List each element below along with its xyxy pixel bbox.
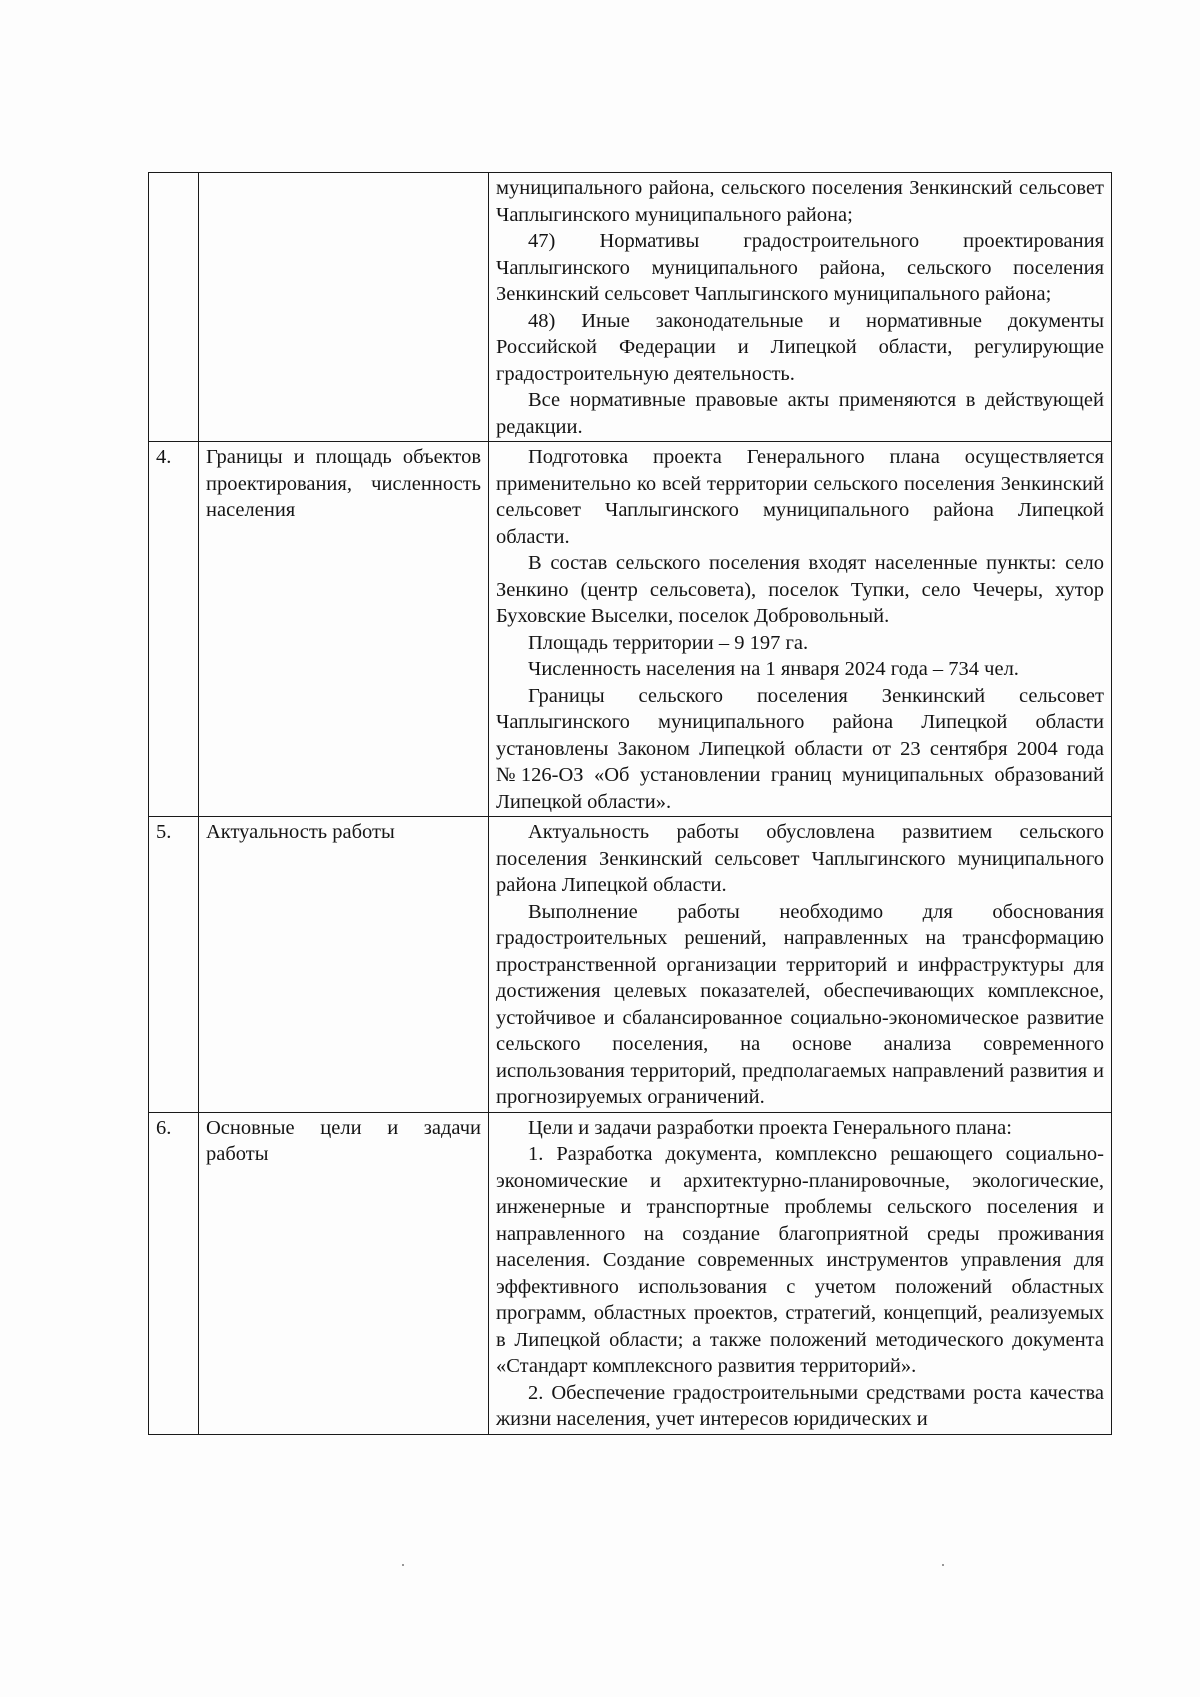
- content-paragraph: 47) Нормативы градостроительного проектирования Чаплыгинского муниципального района, сельского поселения Зенкинский сельсовет Чаплыгинского муниципального района;: [496, 230, 1104, 305]
- table-row: [149, 173, 1112, 442]
- row-number: 5.: [156, 821, 172, 843]
- row-content-cell: [489, 1112, 1112, 1434]
- content-paragraph: Подготовка проекта Генерального плана осуществляется применительно ко всей территории сельского поселения Зенкинский сельсовет Чаплыгинского муниципального района Липецкой области.: [496, 446, 1104, 548]
- row-title-cell: [199, 173, 489, 442]
- row-number-cell: [149, 817, 199, 1113]
- content-paragraph: 2. Обеспечение градостроительными средствами роста качества жизни населения, учет интересов юридических и: [496, 1381, 1104, 1430]
- row-content-cell: [489, 817, 1112, 1113]
- content-paragraph: Цели и задачи разработки проекта Генерального плана:: [528, 1116, 1012, 1139]
- row-content-cell: [489, 173, 1112, 442]
- content-paragraph: Все нормативные правовые акты применяются в действующей редакции.: [496, 389, 1104, 438]
- table-row: [149, 817, 1112, 1113]
- content-paragraph: муниципального района, сельского поселения Зенкинский сельсовет Чаплыгинского муниципального района;: [496, 177, 1104, 226]
- content-paragraph: 48) Иные законодательные и нормативные документы Российской Федерации и Липецкой области, регулирующие градостроительную деятельность.: [496, 309, 1104, 385]
- row-title-cell: [199, 442, 489, 817]
- row-title-cell: [199, 1112, 489, 1434]
- row-number: 4.: [156, 446, 172, 468]
- table-row: [149, 1112, 1112, 1434]
- row-content-cell: [489, 442, 1112, 817]
- content-paragraph: Численность населения на 1 января 2024 года – 734 чел.: [528, 658, 1019, 680]
- row-title-cell: [199, 817, 489, 1113]
- row-title: Основные цели и задачи работы: [206, 1116, 481, 1165]
- row-title: Актуальность работы: [206, 821, 395, 843]
- content-paragraph: В состав сельского поселения входят населенные пункты: село Зенкино (центр сельсовета), поселок Тупки, село Чечеры, хутор Буховские Выселки, поселок Добровольный.: [496, 552, 1104, 627]
- content-paragraph: Площадь территории – 9 197 га.: [528, 631, 809, 654]
- table-row: [149, 442, 1112, 817]
- row-number-cell: [149, 1112, 199, 1434]
- content-paragraph: 1. Разработка документа, комплексно решающего социально-экономические и архитектурно-планировочные, экологические, инженерные и транспортные проблемы сельского поселения и направленного на создание благоприятной среды проживания населения. Создание современных инструментов управления для эффективного использования с учетом положений областных программ, областных проектов, стратегий, концепций, реализуемых в Липецкой области; а также положений методического документа «Стандарт комплексного развития территорий».: [496, 1143, 1104, 1377]
- content-paragraph: Выполнение работы необходимо для обоснования градостроительных решений, направленных на трансформацию пространственной организации территорий и инфраструктуры для достижения целевых показателей, обеспечивающих комплексное, устойчивое и сбалансированное социально-экономическое развитие сельского поселения, на основе анализа современного использования территорий, предполагаемых направлений развития и прогнозируемых ограничений.: [496, 900, 1104, 1108]
- row-title: Границы и площадь объектов проектирования, численность населения: [206, 446, 481, 521]
- scan-speck: [942, 1564, 944, 1566]
- specification-table: [148, 172, 1112, 1435]
- row-number: 6.: [156, 1116, 172, 1139]
- content-paragraph: Границы сельского поселения Зенкинский сельсовет Чаплыгинского муниципального района Липецкой области установлены Законом Липецкой области от 23 сентября 2004 года №126-ОЗ «Об установлении границ муниципальных образований Липецкой области».: [496, 684, 1104, 813]
- row-number-cell: [149, 442, 199, 817]
- scan-speck: [402, 1564, 404, 1566]
- row-number-cell: [149, 173, 199, 442]
- content-paragraph: Актуальность работы обусловлена развитием сельского поселения Зенкинский сельсовет Чаплыгинского муниципального района Липецкой области.: [496, 821, 1104, 896]
